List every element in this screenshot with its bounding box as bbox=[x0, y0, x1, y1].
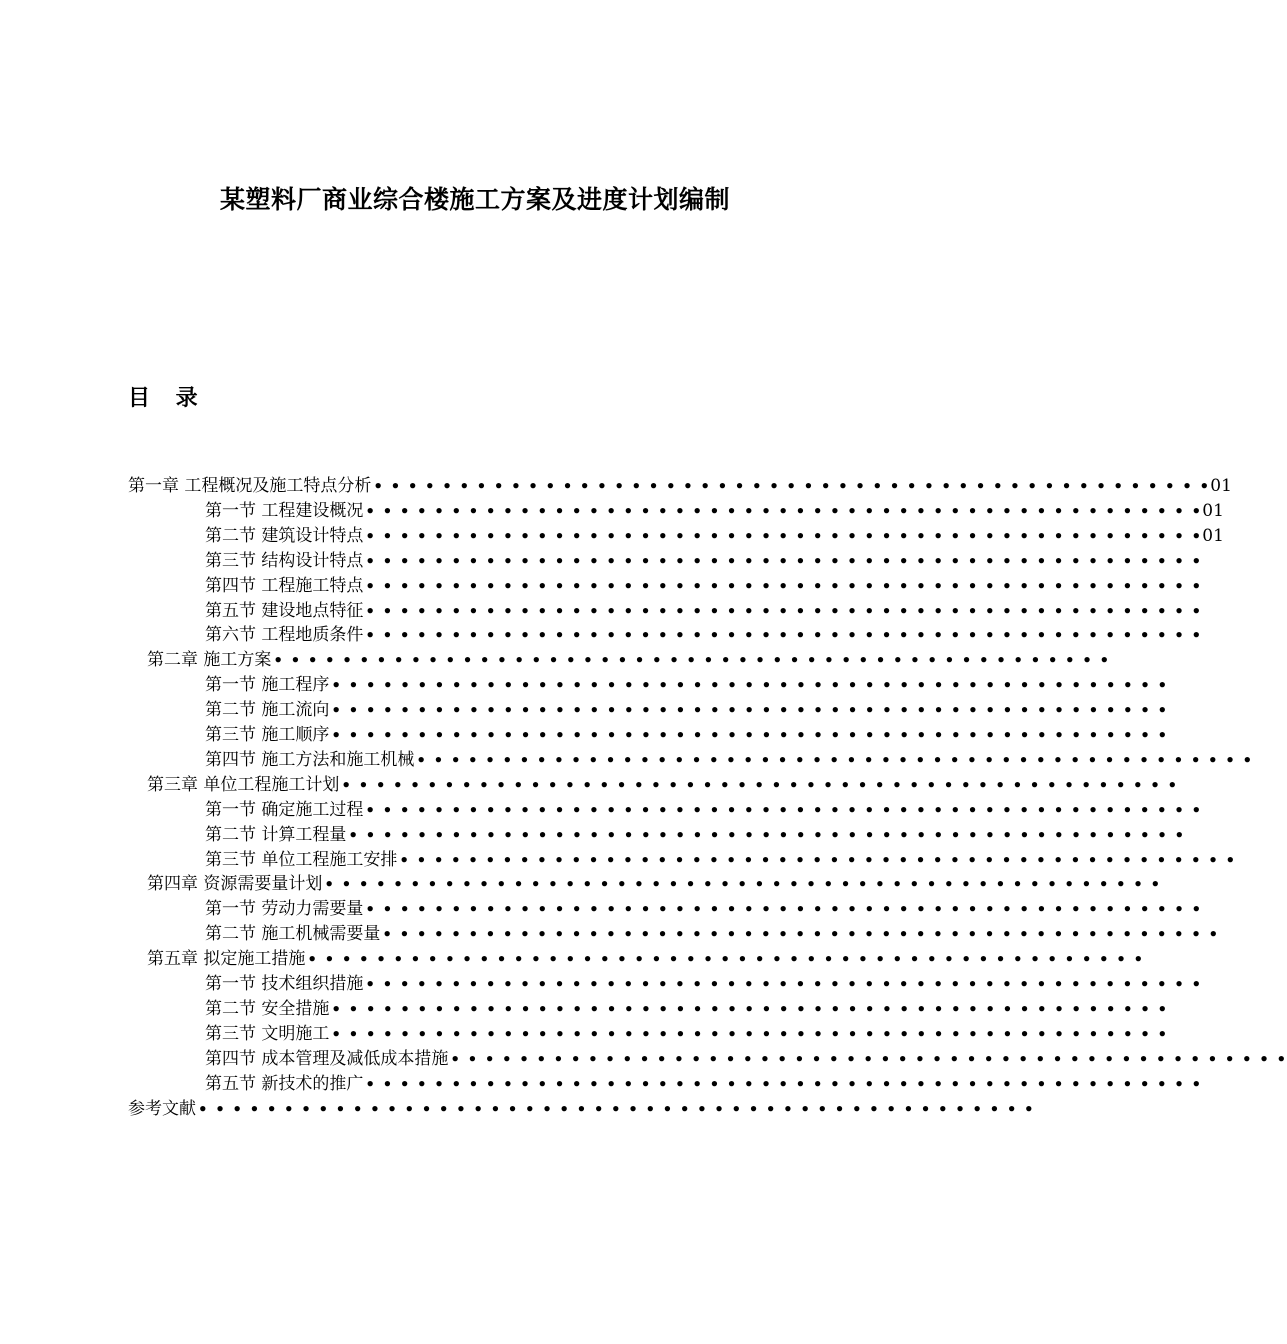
toc-dot-leader: • • • • • • • • • • • • • • • • • • • • • • • • • • • • • • • • • • • • • • • • • • • • • • • • • bbox=[382, 925, 1220, 944]
toc-entry-label: 第二节 施工流向 bbox=[205, 700, 330, 721]
toc-entry-page-number: 01 bbox=[1202, 500, 1224, 521]
toc-dot-leader: • • • • • • • • • • • • • • • • • • • • • • • • • • • • • • • • • • • • • • • • • • • • • • • • • bbox=[365, 576, 1203, 595]
toc-dot-leader: • • • • • • • • • • • • • • • • • • • • • • • • • • • • • • • • • • • • • • • • • • • • • • • • • bbox=[399, 850, 1237, 869]
toc-dot-leader: • • • • • • • • • • • • • • • • • • • • • • • • • • • • • • • • • • • • • • • • • • • • • • • • • bbox=[365, 551, 1203, 570]
toc-entry[interactable] bbox=[205, 1022, 1169, 1047]
toc-dot-leader: • • • • • • • • • • • • • • • • • • • • • • • • • • • • • • • • • • • • • • • • • • • • • • • • • bbox=[450, 1049, 1287, 1068]
toc-entry[interactable] bbox=[147, 648, 1111, 673]
toc-dot-leader: • • • • • • • • • • • • • • • • • • • • • • • • • • • • • • • • • • • • • • • • • • • • • • • • • bbox=[331, 676, 1169, 695]
toc-entry[interactable] bbox=[205, 499, 1224, 524]
toc-dot-leader: • • • • • • • • • • • • • • • • • • • • • • • • • • • • • • • • • • • • • • • • • • • • • • • • • bbox=[365, 975, 1203, 993]
toc-entry-label: 第五节 新技术的推广 bbox=[205, 1073, 364, 1094]
toc-entry-page-number: 01 bbox=[1202, 525, 1224, 546]
toc-dot-leader: • • • • • • • • • • • • • • • • • • • • • • • • • • • • • • • • • • • • • • • • • • • • • • • • • bbox=[307, 950, 1145, 969]
toc-entry[interactable] bbox=[147, 773, 1179, 798]
toc-entry[interactable] bbox=[205, 748, 1254, 773]
toc-dot-leader: • • • • • • • • • • • • • • • • • • • • • • • • • • • • • • • • • • • • • • • • • • • • • • • • • bbox=[365, 626, 1203, 645]
toc-entry-label: 第二章 施工方案 bbox=[147, 650, 272, 671]
document-title: 某塑料厂商业综合楼施工方案及进度计划编制 bbox=[219, 185, 730, 214]
toc-dot-leader: • • • • • • • • • • • • • • • • • • • • • • • • • • • • • • • • • • • • • • • • • • • • • • • • • bbox=[365, 1074, 1203, 1093]
toc-dot-leader: • • • • • • • • • • • • • • • • • • • • • • • • • • • • • • • • • • • • • • • • • • • • • • • • • bbox=[348, 825, 1186, 844]
toc-dot-leader: • • • • • • • • • • • • • • • • • • • • • • • • • • • • • • • • • • • • • • • • • • • • • • • • • bbox=[365, 800, 1203, 819]
toc-entry-label: 第二节 施工机械需要量 bbox=[205, 924, 381, 945]
toc-dot-leader: • • • • • • • • • • • • • • • • • • • • • • • • • • • • • • • • • • • • • • • • • • • • • • • • • bbox=[365, 501, 1203, 520]
toc-entry-label: 第二节 建筑设计特点 bbox=[205, 525, 364, 546]
toc-entry-label: 第一节 劳动力需要量 bbox=[205, 899, 364, 920]
toc-entry-label: 参考文献 bbox=[128, 1098, 196, 1119]
toc-entry-label: 第一节 工程建设概况 bbox=[205, 500, 364, 521]
toc-entry[interactable] bbox=[205, 673, 1169, 698]
toc-entry[interactable] bbox=[205, 574, 1203, 599]
toc-dot-leader: • • • • • • • • • • • • • • • • • • • • • • • • • • • • • • • • • • • • • • • • • • • • • • • • • bbox=[331, 999, 1169, 1018]
toc-entry-label: 第四节 成本管理及减低成本措施 bbox=[205, 1048, 449, 1069]
toc-entry[interactable] bbox=[205, 798, 1203, 823]
toc-dot-leader: • • • • • • • • • • • • • • • • • • • • • • • • • • • • • • • • • • • • • • • • • • • • • • • • • bbox=[365, 526, 1203, 545]
toc-entry[interactable] bbox=[147, 872, 1162, 897]
toc-dot-leader: • • • • • • • • • • • • • • • • • • • • • • • • • • • • • • • • • • • • • • • • • • • • • • • • • bbox=[273, 651, 1111, 670]
toc-entry-label: 第一节 施工程序 bbox=[205, 675, 330, 696]
toc-entry[interactable] bbox=[205, 848, 1237, 873]
toc-entry-page-number: 01 bbox=[1210, 476, 1232, 496]
toc-entry-label: 第六节 工程地质条件 bbox=[205, 625, 364, 646]
toc-entry[interactable] bbox=[205, 723, 1169, 748]
toc-entry-label: 第三节 结构设计特点 bbox=[205, 550, 364, 571]
toc-dot-leader: • • • • • • • • • • • • • • • • • • • • • • • • • • • • • • • • • • • • • • • • • • • • • • • • • bbox=[331, 701, 1169, 720]
toc-entry-label: 第三节 单位工程施工安排 bbox=[205, 849, 398, 870]
toc-entry[interactable] bbox=[147, 947, 1145, 972]
toc-entry[interactable] bbox=[205, 1047, 1287, 1072]
toc-dot-leader: • • • • • • • • • • • • • • • • • • • • • • • • • • • • • • • • • • • • • • • • • • • • • • • • • bbox=[341, 775, 1179, 794]
toc-dot-leader: • • • • • • • • • • • • • • • • • • • • • • • • • • • • • • • • • • • • • • • • • • • • • • • • • bbox=[324, 875, 1162, 894]
toc-entry[interactable] bbox=[205, 823, 1186, 848]
toc-dot-leader: • • • • • • • • • • • • • • • • • • • • • • • • • • • • • • • • • • • • • • • • • • • • • • • • • bbox=[331, 1024, 1169, 1043]
toc-entry[interactable] bbox=[205, 922, 1220, 947]
toc-entry[interactable] bbox=[205, 1072, 1203, 1097]
toc-entry-label: 第四章 资源需要量计划 bbox=[147, 874, 323, 895]
toc-dot-leader: • • • • • • • • • • • • • • • • • • • • • • • • • • • • • • • • • • • • • • • • • • • • • • • • • bbox=[365, 900, 1203, 919]
toc-entry[interactable] bbox=[205, 524, 1224, 549]
toc-entry[interactable] bbox=[205, 897, 1203, 922]
toc-entry-label: 第一节 确定施工过程 bbox=[205, 799, 364, 820]
toc-entry-label: 第二节 安全措施 bbox=[205, 998, 330, 1019]
toc-entry-label: 第二节 计算工程量 bbox=[205, 824, 347, 845]
toc-entry-label: 第三节 文明施工 bbox=[205, 1023, 330, 1044]
toc-entry[interactable] bbox=[205, 549, 1203, 574]
toc-entry-label: 第一章 工程概况及施工特点分析 bbox=[128, 476, 372, 496]
toc-dot-leader: • • • • • • • • • • • • • • • • • • • • • • • • • • • • • • • • • • • • • • • • • • • • • • • • • bbox=[331, 726, 1169, 744]
toc-entry[interactable] bbox=[128, 1097, 1035, 1122]
toc-entry[interactable] bbox=[205, 623, 1203, 648]
toc-entry-label: 第四节 工程施工特点 bbox=[205, 575, 364, 596]
toc-entry[interactable] bbox=[205, 972, 1203, 997]
toc-heading: 目 录 bbox=[128, 386, 198, 411]
toc-entry[interactable] bbox=[205, 997, 1169, 1022]
toc-entry-label: 第五节 建设地点特征 bbox=[205, 600, 364, 621]
toc-dot-leader: • • • • • • • • • • • • • • • • • • • • • • • • • • • • • • • • • • • • • • • • • • • • • • • • • bbox=[365, 601, 1203, 620]
toc-entry-label: 第五章 拟定施工措施 bbox=[147, 949, 306, 970]
toc-entry[interactable] bbox=[205, 698, 1169, 723]
toc-entry[interactable] bbox=[128, 474, 1232, 499]
toc-entry-label: 第一节 技术组织措施 bbox=[205, 974, 364, 994]
toc-entry-label: 第三章 单位工程施工计划 bbox=[147, 774, 340, 795]
toc-dot-leader: • • • • • • • • • • • • • • • • • • • • • • • • • • • • • • • • • • • • • • • • • • • • • • • • • bbox=[198, 1099, 1035, 1118]
toc-dot-leader: • • • • • • • • • • • • • • • • • • • • • • • • • • • • • • • • • • • • • • • • • • • • • • • • • bbox=[373, 477, 1211, 495]
toc-dot-leader: • • • • • • • • • • • • • • • • • • • • • • • • • • • • • • • • • • • • • • • • • • • • • • • • • bbox=[416, 750, 1254, 769]
toc-entry-label: 第三节 施工顺序 bbox=[205, 725, 330, 745]
toc-entry[interactable] bbox=[205, 599, 1203, 624]
toc-entry-label: 第四节 施工方法和施工机械 bbox=[205, 749, 415, 770]
